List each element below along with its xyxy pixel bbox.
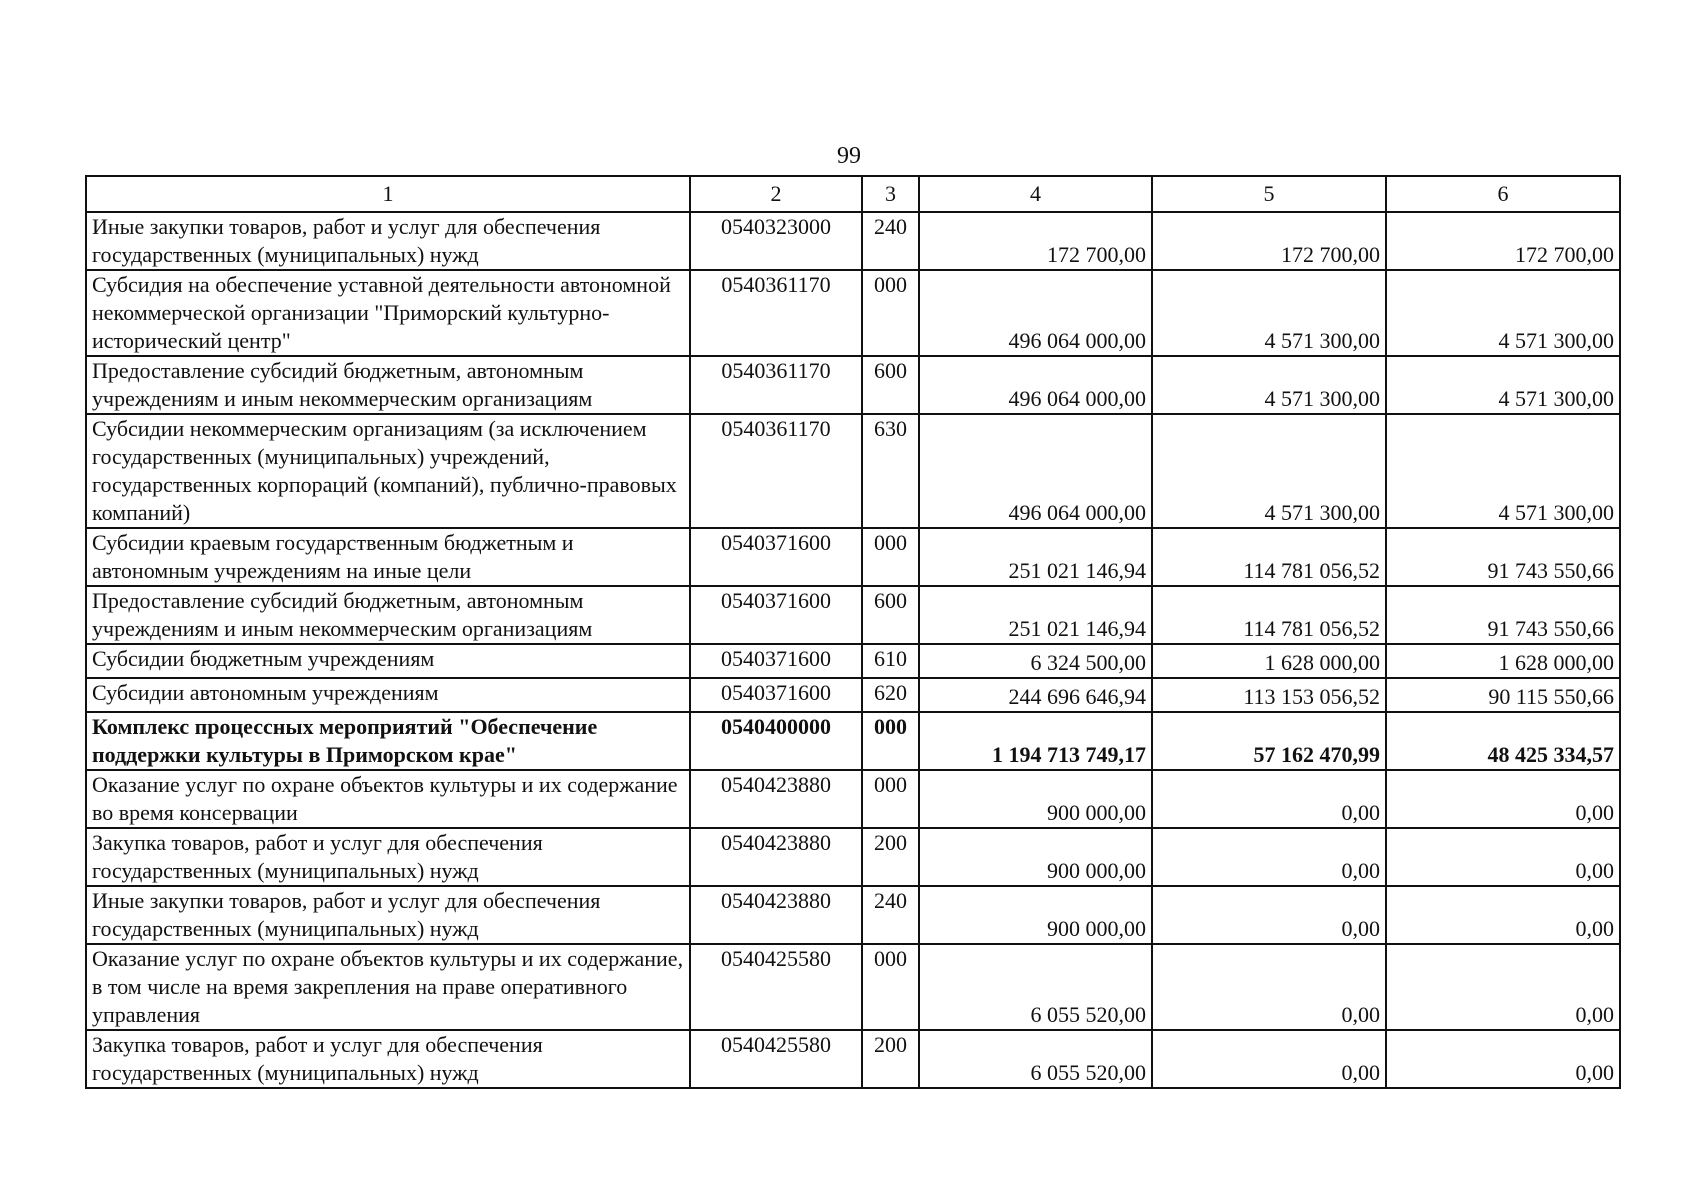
row-value-col5-cell: 0,00 bbox=[1152, 1030, 1386, 1088]
row-value-col4-cell: 251 021 146,94 bbox=[919, 528, 1152, 586]
row-value-col4-cell: 6 055 520,00 bbox=[919, 1030, 1152, 1088]
row-value-col6-cell: 0,00 bbox=[1386, 770, 1620, 828]
table-row bbox=[86, 828, 1620, 886]
page-number: 99 bbox=[837, 143, 861, 169]
row-name-cell: Закупка товаров, работ и услуг для обеспечения государственных (муниципальных) нужд bbox=[86, 1030, 690, 1088]
row-name-cell: Комплекс процессных мероприятий "Обеспечение поддержки культуры в Приморском крае" bbox=[86, 712, 690, 770]
table-header-row bbox=[86, 176, 1620, 212]
row-code-cell: 0540371600 bbox=[690, 644, 862, 678]
row-name-cell: Оказание услуг по охране объектов культуры и их содержание, в том числе на время закрепления на праве оперативного управления bbox=[86, 944, 690, 1030]
row-name-cell: Субсидия на обеспечение уставной деятельности автономной некоммерческой организации "Приморский культурно-исторический центр" bbox=[86, 270, 690, 356]
row-type-cell: 620 bbox=[862, 678, 919, 712]
column-header: 5 bbox=[1152, 176, 1386, 212]
row-value-col4-cell: 6 324 500,00 bbox=[919, 644, 1152, 678]
row-type-cell: 600 bbox=[862, 356, 919, 414]
row-name-cell: Закупка товаров, работ и услуг для обеспечения государственных (муниципальных) нужд bbox=[86, 828, 690, 886]
row-value-col4-cell: 900 000,00 bbox=[919, 770, 1152, 828]
table-row bbox=[86, 356, 1620, 414]
row-type-cell: 000 bbox=[862, 712, 919, 770]
row-code-cell: 0540361170 bbox=[690, 356, 862, 414]
row-value-col6-cell: 0,00 bbox=[1386, 828, 1620, 886]
row-value-col5-cell: 114 781 056,52 bbox=[1152, 586, 1386, 644]
row-value-col6-cell: 1 628 000,00 bbox=[1386, 644, 1620, 678]
row-type-cell: 200 bbox=[862, 1030, 919, 1088]
row-value-col5-cell: 57 162 470,99 bbox=[1152, 712, 1386, 770]
row-value-col6-cell: 91 743 550,66 bbox=[1386, 586, 1620, 644]
row-value-col5-cell: 113 153 056,52 bbox=[1152, 678, 1386, 712]
table-row bbox=[86, 1030, 1620, 1088]
row-name-cell: Субсидии бюджетным учреждениям bbox=[86, 644, 690, 678]
row-value-col4-cell: 244 696 646,94 bbox=[919, 678, 1152, 712]
row-value-col5-cell: 4 571 300,00 bbox=[1152, 414, 1386, 528]
row-value-col6-cell: 0,00 bbox=[1386, 886, 1620, 944]
row-code-cell: 0540400000 bbox=[690, 712, 862, 770]
table-row bbox=[86, 270, 1620, 356]
table-row bbox=[86, 528, 1620, 586]
row-code-cell: 0540323000 bbox=[690, 212, 862, 270]
row-value-col5-cell: 172 700,00 bbox=[1152, 212, 1386, 270]
table-row bbox=[86, 678, 1620, 712]
row-name-cell: Субсидии некоммерческим организациям (за исключением государственных (муниципальных) учреждений, государственных корпораций (компаний), публично-правовых компаний) bbox=[86, 414, 690, 528]
row-value-col6-cell: 4 571 300,00 bbox=[1386, 356, 1620, 414]
row-value-col6-cell: 90 115 550,66 bbox=[1386, 678, 1620, 712]
row-value-col6-cell: 0,00 bbox=[1386, 944, 1620, 1030]
row-code-cell: 0540361170 bbox=[690, 414, 862, 528]
row-value-col4-cell: 251 021 146,94 bbox=[919, 586, 1152, 644]
row-value-col6-cell: 172 700,00 bbox=[1386, 212, 1620, 270]
table-row bbox=[86, 212, 1620, 270]
row-value-col6-cell: 4 571 300,00 bbox=[1386, 414, 1620, 528]
table-row bbox=[86, 586, 1620, 644]
row-value-col5-cell: 114 781 056,52 bbox=[1152, 528, 1386, 586]
row-value-col6-cell: 48 425 334,57 bbox=[1386, 712, 1620, 770]
column-header: 2 bbox=[690, 176, 862, 212]
table-body bbox=[86, 176, 1620, 1088]
row-value-col4-cell: 496 064 000,00 bbox=[919, 270, 1152, 356]
row-name-cell: Предоставление субсидий бюджетным, автономным учреждениям и иным некоммерческим организациям bbox=[86, 586, 690, 644]
row-value-col4-cell: 900 000,00 bbox=[919, 828, 1152, 886]
row-type-cell: 240 bbox=[862, 212, 919, 270]
table-row bbox=[86, 414, 1620, 528]
row-type-cell: 000 bbox=[862, 770, 919, 828]
row-value-col6-cell: 4 571 300,00 bbox=[1386, 270, 1620, 356]
row-type-cell: 240 bbox=[862, 886, 919, 944]
row-type-cell: 000 bbox=[862, 528, 919, 586]
row-name-cell: Иные закупки товаров, работ и услуг для обеспечения государственных (муниципальных) нужд bbox=[86, 212, 690, 270]
table-row bbox=[86, 712, 1620, 770]
row-type-cell: 610 bbox=[862, 644, 919, 678]
row-type-cell: 600 bbox=[862, 586, 919, 644]
row-code-cell: 0540371600 bbox=[690, 586, 862, 644]
row-value-col5-cell: 0,00 bbox=[1152, 770, 1386, 828]
column-header: 6 bbox=[1386, 176, 1620, 212]
table-row bbox=[86, 944, 1620, 1030]
row-name-cell: Оказание услуг по охране объектов культуры и их содержание во время консервации bbox=[86, 770, 690, 828]
table-row bbox=[86, 886, 1620, 944]
row-type-cell: 000 bbox=[862, 944, 919, 1030]
row-name-cell: Субсидии краевым государственным бюджетным и автономным учреждениям на иные цели bbox=[86, 528, 690, 586]
row-value-col6-cell: 91 743 550,66 bbox=[1386, 528, 1620, 586]
row-value-col5-cell: 0,00 bbox=[1152, 828, 1386, 886]
row-value-col5-cell: 1 628 000,00 bbox=[1152, 644, 1386, 678]
row-type-cell: 000 bbox=[862, 270, 919, 356]
row-code-cell: 0540423880 bbox=[690, 886, 862, 944]
row-value-col5-cell: 4 571 300,00 bbox=[1152, 356, 1386, 414]
row-value-col4-cell: 1 194 713 749,17 bbox=[919, 712, 1152, 770]
table-row bbox=[86, 644, 1620, 678]
row-code-cell: 0540423880 bbox=[690, 828, 862, 886]
row-value-col4-cell: 496 064 000,00 bbox=[919, 414, 1152, 528]
column-header: 1 bbox=[86, 176, 690, 212]
row-code-cell: 0540425580 bbox=[690, 944, 862, 1030]
row-value-col6-cell: 0,00 bbox=[1386, 1030, 1620, 1088]
row-value-col4-cell: 172 700,00 bbox=[919, 212, 1152, 270]
row-value-col5-cell: 0,00 bbox=[1152, 886, 1386, 944]
row-code-cell: 0540361170 bbox=[690, 270, 862, 356]
row-code-cell: 0540371600 bbox=[690, 678, 862, 712]
row-name-cell: Субсидии автономным учреждениям bbox=[86, 678, 690, 712]
budget-table bbox=[85, 175, 1621, 1089]
row-value-col5-cell: 0,00 bbox=[1152, 944, 1386, 1030]
row-code-cell: 0540423880 bbox=[690, 770, 862, 828]
row-name-cell: Иные закупки товаров, работ и услуг для обеспечения государственных (муниципальных) нужд bbox=[86, 886, 690, 944]
row-code-cell: 0540425580 bbox=[690, 1030, 862, 1088]
row-value-col4-cell: 6 055 520,00 bbox=[919, 944, 1152, 1030]
table-row bbox=[86, 770, 1620, 828]
row-type-cell: 200 bbox=[862, 828, 919, 886]
row-type-cell: 630 bbox=[862, 414, 919, 528]
row-code-cell: 0540371600 bbox=[690, 528, 862, 586]
column-header: 3 bbox=[862, 176, 919, 212]
row-value-col4-cell: 900 000,00 bbox=[919, 886, 1152, 944]
row-name-cell: Предоставление субсидий бюджетным, автономным учреждениям и иным некоммерческим организациям bbox=[86, 356, 690, 414]
column-header: 4 bbox=[919, 176, 1152, 212]
row-value-col5-cell: 4 571 300,00 bbox=[1152, 270, 1386, 356]
row-value-col4-cell: 496 064 000,00 bbox=[919, 356, 1152, 414]
